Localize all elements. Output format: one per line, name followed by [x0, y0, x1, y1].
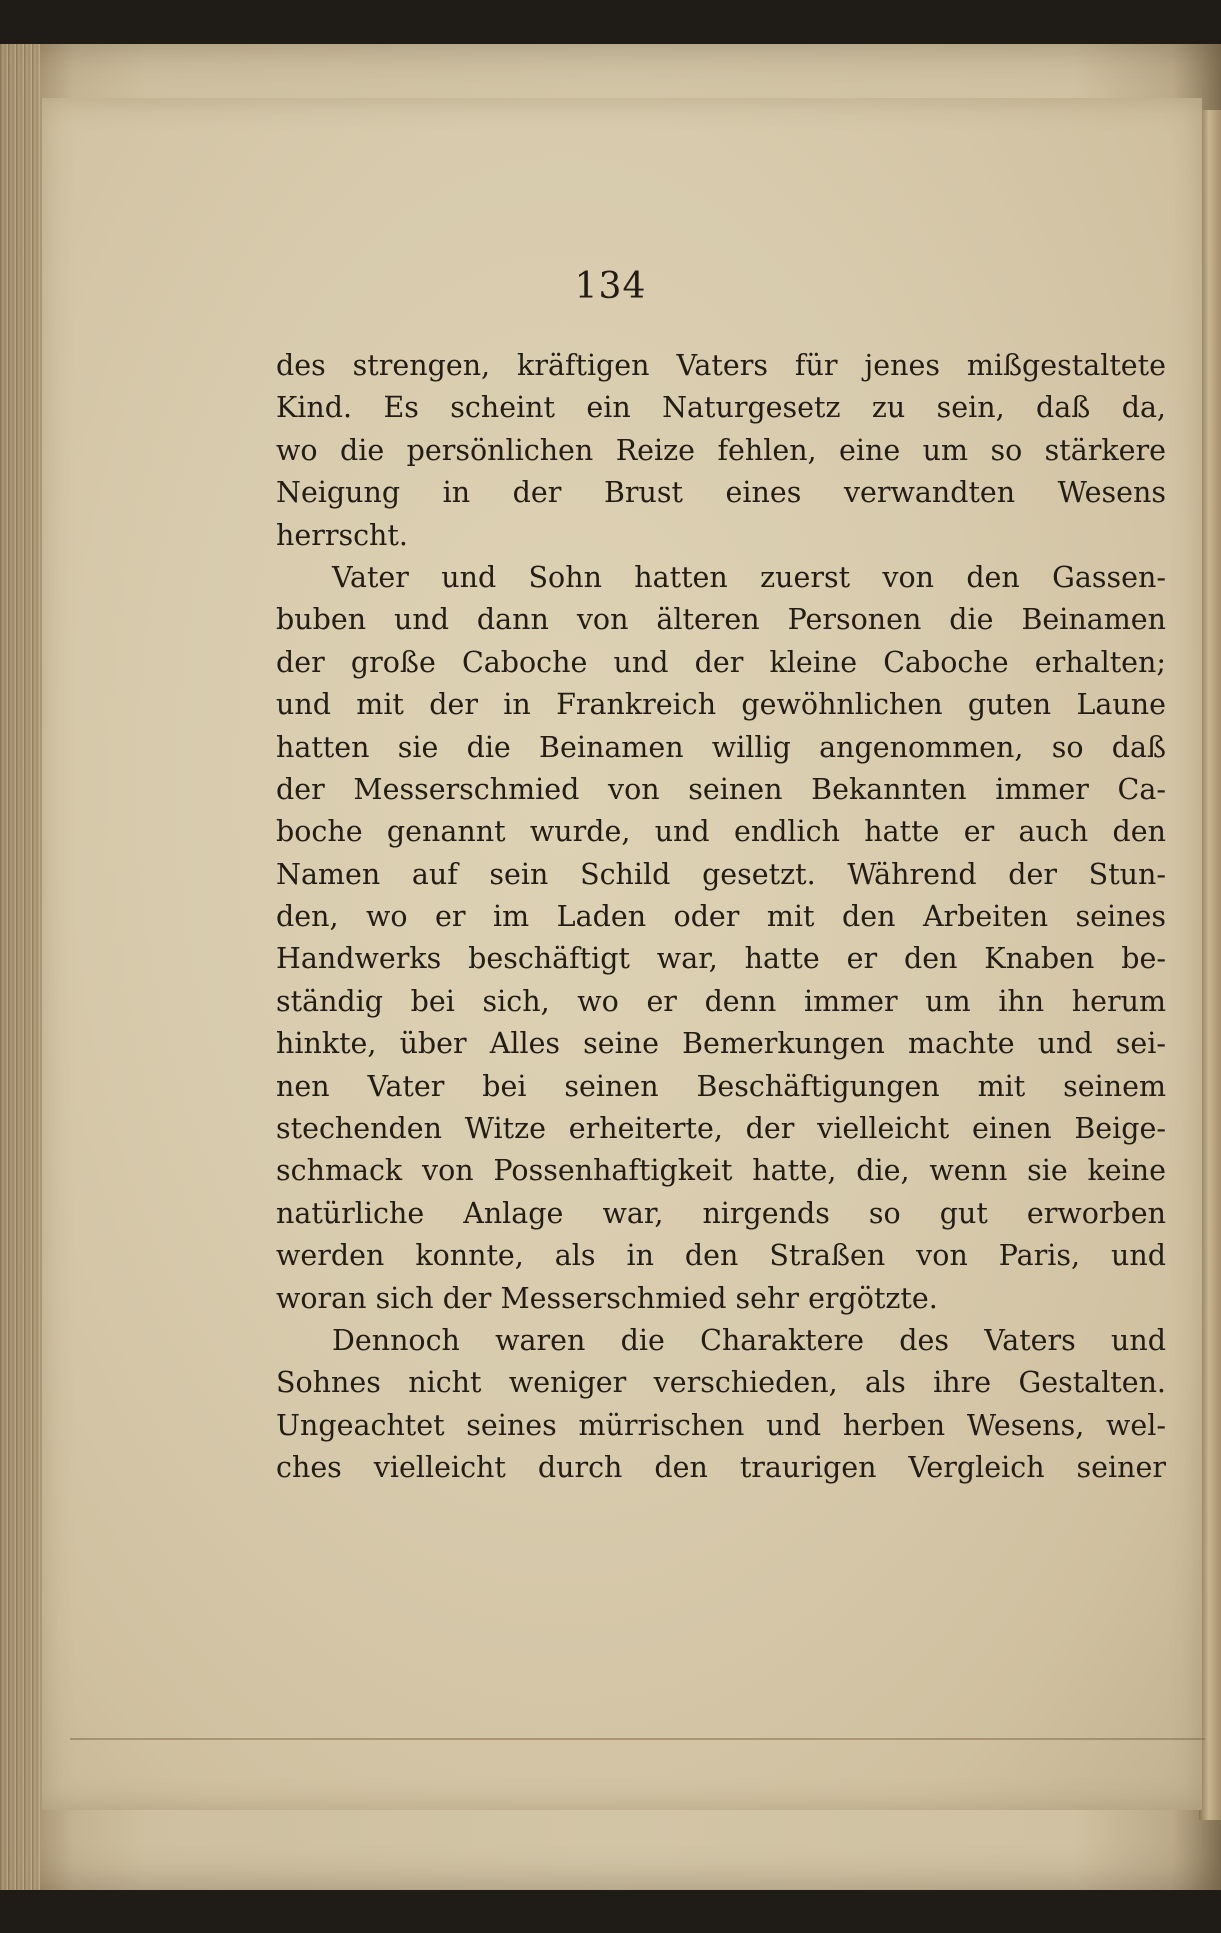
page-number: 134 [574, 266, 647, 307]
text-line: werden konnte, als in den Straßen von Paris, und [276, 1239, 1166, 1273]
text-line: Dennoch waren die Charaktere des Vaters und [332, 1323, 1166, 1357]
body-text [276, 345, 1166, 1490]
text-line: ches vielleicht durch den traurigen Vergleich seiner [276, 1451, 1166, 1485]
text-line: des strengen, kräftigen Vaters für jenes mißgestaltete [276, 349, 1166, 382]
text-line: der Messerschmied von seinen Bekannten immer Ca- [276, 772, 1166, 806]
page-fold-line [70, 1738, 1205, 1740]
text-line: nen Vater bei seinen Beschäftigungen mit seinem [276, 1069, 1166, 1103]
text-line: stechenden Witze erheiterte, der vielleicht einen Beige- [276, 1112, 1166, 1146]
text-line: schmack von Possenhaftigkeit hatte, die, wenn sie keine [276, 1154, 1166, 1188]
text-line: der große Caboche und der kleine Caboche erhalten; [276, 645, 1166, 679]
text-line: hatten sie die Beinamen willig angenommen, so daß [276, 730, 1166, 764]
text-line: Sohnes nicht weniger verschieden, als ihre Gestalten. [276, 1366, 1166, 1400]
text-line: ständig bei sich, wo er denn immer um ihn herum [276, 984, 1166, 1018]
text-line: Ungeachtet seines mürrischen und herben Wesens, wel- [276, 1408, 1166, 1442]
text-line: natürliche Anlage war, nirgends so gut erworben [276, 1196, 1166, 1230]
text-line: wo die persönlichen Reize fehlen, eine um so stärkere [276, 433, 1166, 467]
text-line: herrscht. [276, 518, 408, 552]
text-line: woran sich der Messerschmied sehr ergötzte. [276, 1281, 938, 1315]
text-line: Vater und Sohn hatten zuerst von den Gassen- [332, 560, 1166, 594]
text-line: den, wo er im Laden oder mit den Arbeiten seines [276, 900, 1166, 934]
text-line: boche genannt wurde, und endlich hatte er auch den [276, 815, 1166, 849]
text-line: buben und dann von älteren Personen die Beinamen [276, 603, 1166, 637]
text-line: und mit der in Frankreich gewöhnlichen guten Laune [276, 688, 1166, 722]
text-line: Kind. Es scheint ein Naturgesetz zu sein, daß da, [276, 391, 1166, 425]
page-edge-stack [0, 44, 40, 1890]
text-line: Namen auf sein Schild gesetzt. Während der Stun- [276, 857, 1166, 891]
text-line: Handwerks beschäftigt war, hatte er den Knaben be- [276, 942, 1166, 976]
facing-page-edge [1199, 110, 1221, 1820]
text-line: hinkte, über Alles seine Bemerkungen machte und sei- [276, 1027, 1166, 1061]
text-line: Neigung in der Brust eines verwandten Wesens [276, 476, 1166, 510]
